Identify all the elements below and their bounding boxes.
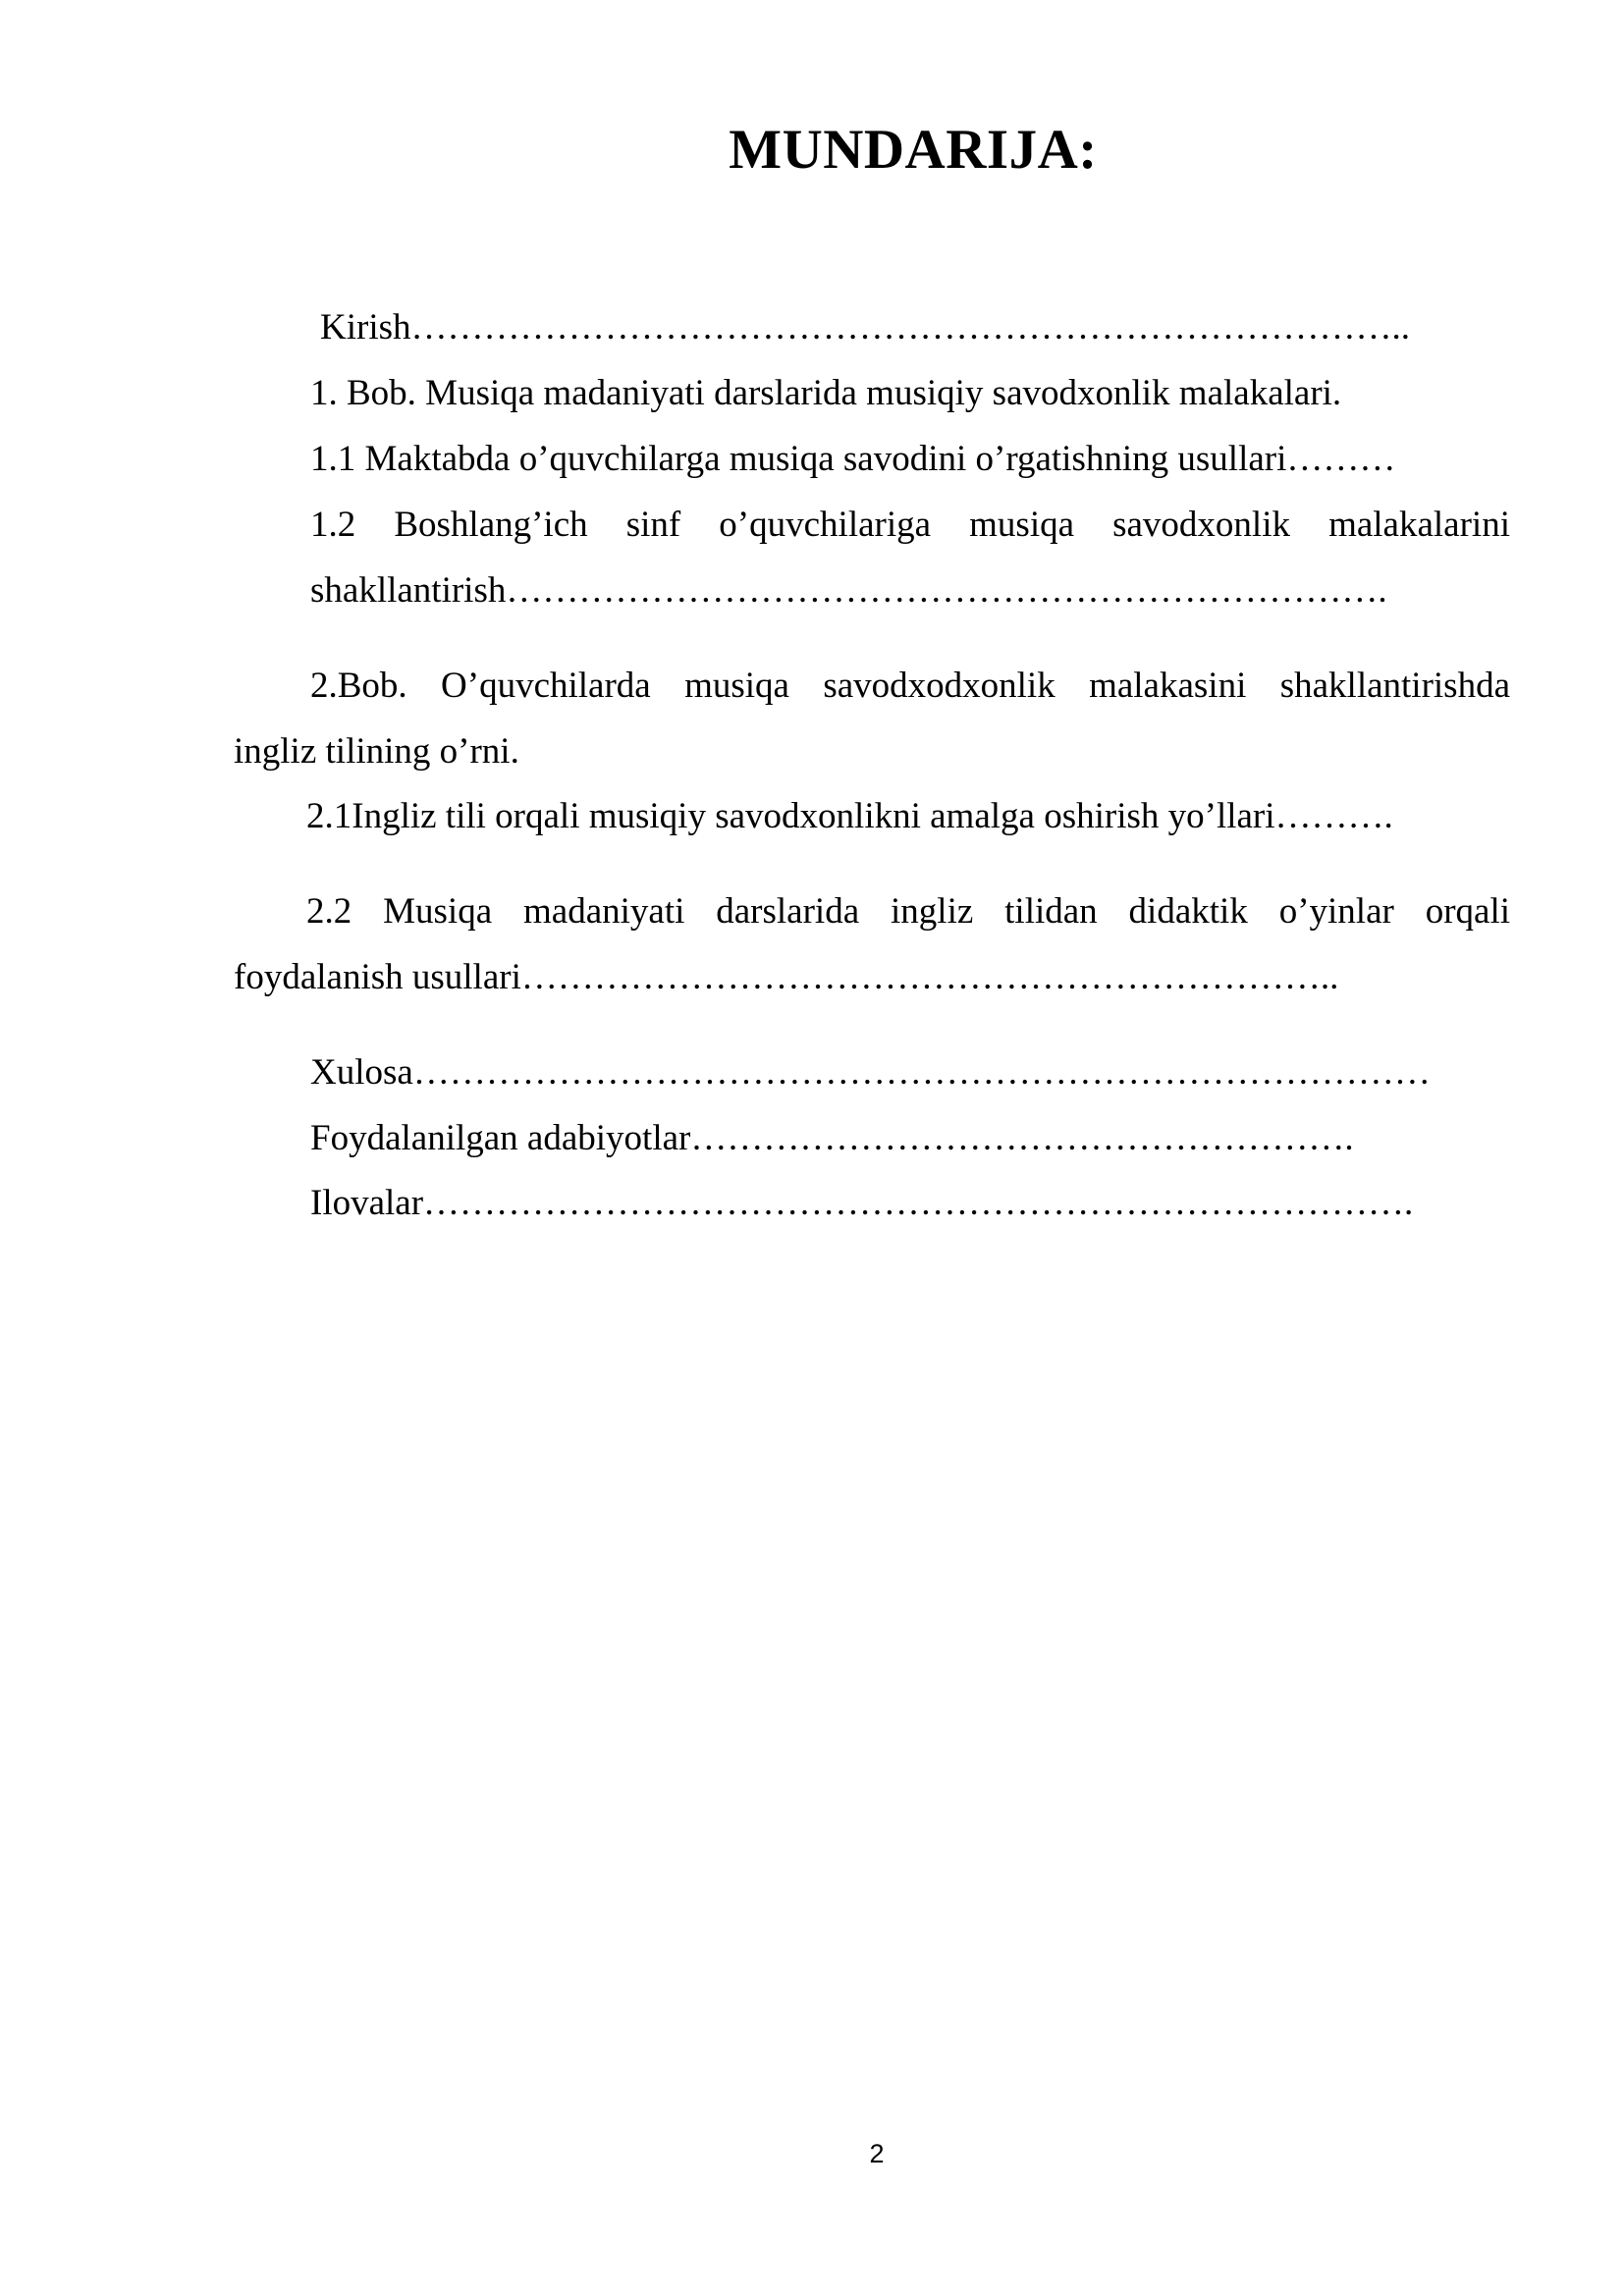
toc-entry-kirish: Kirish……………………………………………………………………….. bbox=[320, 307, 1410, 347]
toc-entry-chapter-2-continued: ingliz tilining o’rni. bbox=[234, 731, 519, 772]
toc-entry-section-1-2-continued: shakllantirish………………………………………………………………. bbox=[310, 570, 1387, 611]
toc-entry-section-2-2: 2.2 Musiqa madaniyati darslarida ingliz tilidan didaktik o’yinlar orqali bbox=[306, 891, 1510, 932]
toc-entry-section-1-1: 1.1 Maktabda o’quvchilarga musiqa savodini o’rgatishning usullari……… bbox=[310, 439, 1396, 479]
toc-entry-xulosa: Xulosa………………………………………………………………………… bbox=[310, 1052, 1431, 1093]
page-number: 2 bbox=[869, 2139, 885, 2168]
toc-entry-section-2-2-continued: foydalanish usullari………………………………………………………….. bbox=[234, 957, 1339, 997]
toc-entry-adabiyotlar: Foydalanilgan adabiyotlar………………………………………………. bbox=[310, 1118, 1354, 1158]
toc-entry-section-2-1: 2.1Ingliz tili orqali musiqiy savodxonlikni amalga oshirish yo’llari………. bbox=[306, 796, 1393, 836]
page-title: MUNDARIJA: bbox=[729, 119, 1098, 181]
toc-entry-ilovalar: Ilovalar………………………………………………………………………. bbox=[310, 1183, 1414, 1223]
toc-entry-section-1-2: 1.2 Boshlang’ich sinf o’quvchilariga musiqa savodxonlik malakalarini bbox=[310, 505, 1510, 545]
toc-entry-chapter-2: 2.Bob. O’quvchilarda musiqa savodxodxonlik malakasini shakllantirishda bbox=[310, 666, 1510, 706]
toc-entry-chapter-1: 1. Bob. Musiqa madaniyati darslarida musiqiy savodxonlik malakalari. bbox=[310, 373, 1342, 413]
